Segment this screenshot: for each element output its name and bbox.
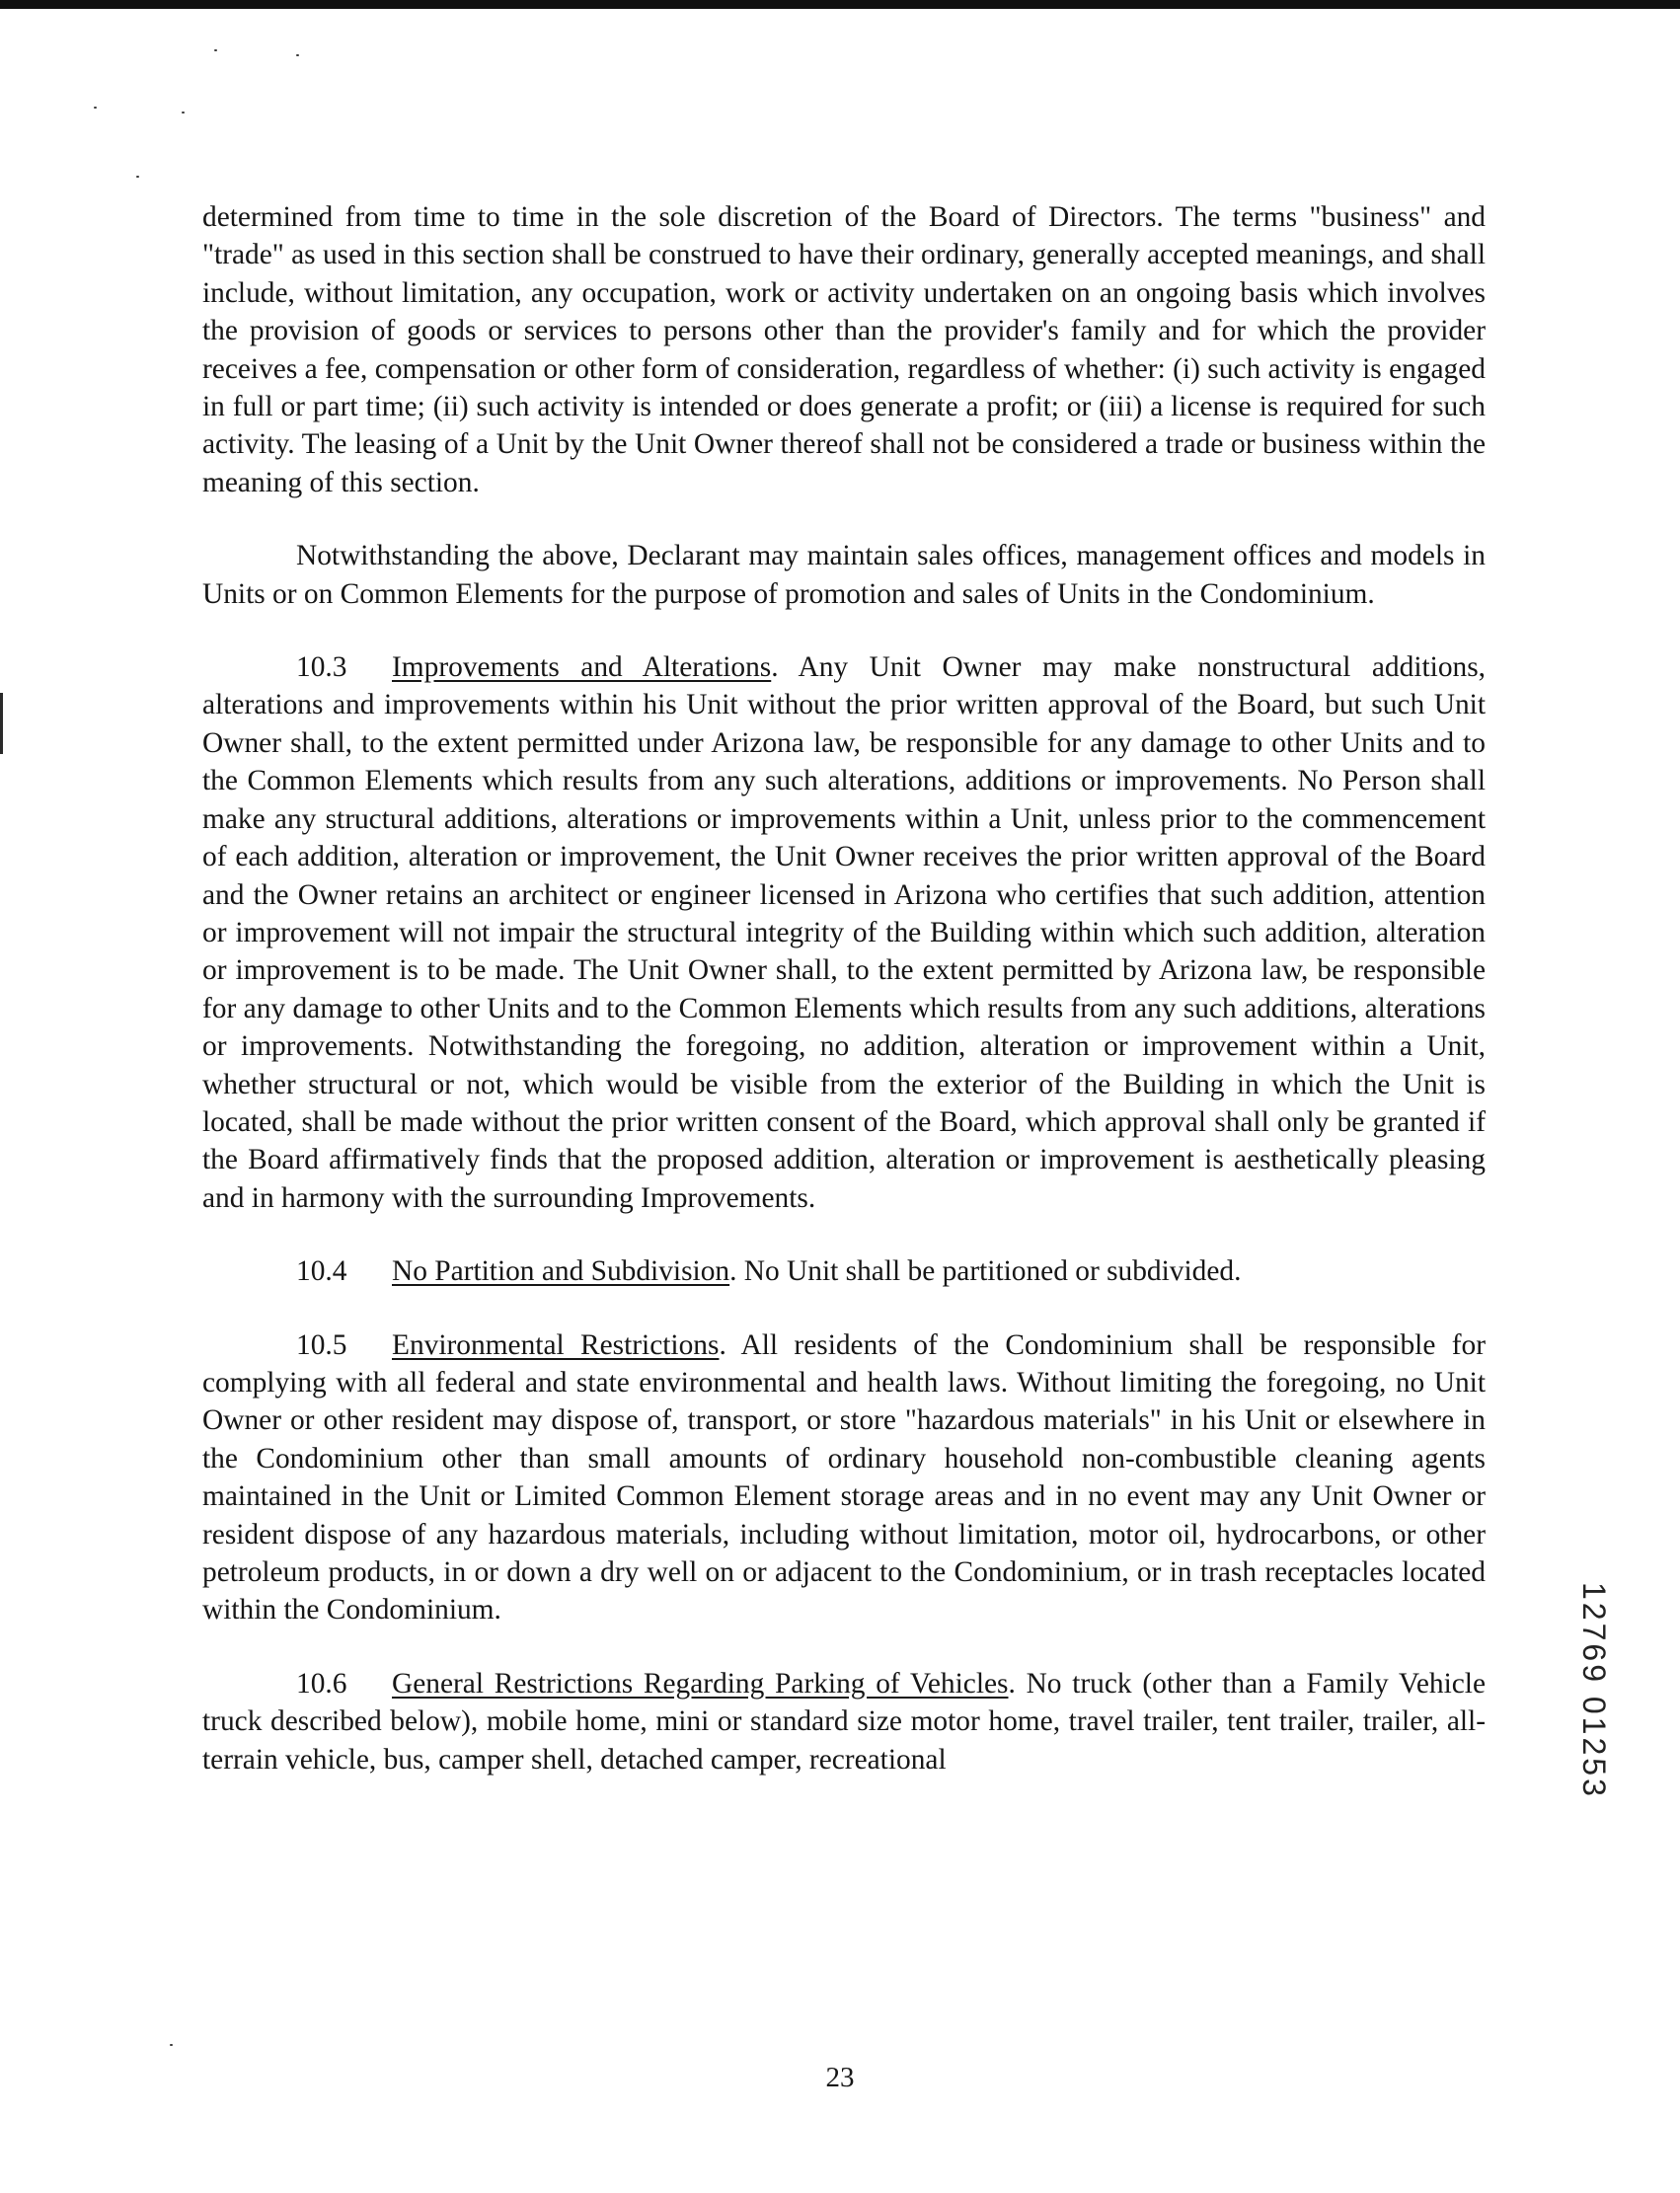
scan-speck bbox=[296, 54, 299, 56]
section-title: Improvements and Alterations bbox=[392, 651, 772, 684]
section-10-3 bbox=[202, 648, 1486, 1217]
paragraph-sales-offices: Notwithstanding the above, Declarant may maintain sales offices, management offices and models in Units or on Common Elements for the purpose of promotion and sales of Units in the Condominium. bbox=[202, 540, 1486, 610]
section-number: 10.6 bbox=[296, 1667, 347, 1700]
scan-left-margin-mark bbox=[0, 693, 3, 754]
section-number: 10.5 bbox=[296, 1328, 347, 1361]
scan-speck bbox=[170, 2044, 173, 2046]
scan-speck bbox=[182, 112, 185, 113]
section-10-6 bbox=[202, 1665, 1486, 1778]
section-body: . Any Unit Owner may make nonstructural additions, alterations and improvements within his Unit without the prior written approval of the Board, but such Unit Owner shall, to the extent permitted under Arizona law, be responsible for any damage to other Units and to the Common Elements which results from any such alterations, additions or improvements. No Person shall make any structural additions, alterations or improvements within a Unit, unless prior to the commencement of each addition, alteration or improvement, the Unit Owner receives the prior written approval of the Board and the Owner retains an architect or engineer licensed in Arizona who certifies that such addition, attention or improvement will not impair the structural integrity of the Building within which such addition, alteration or improvement is to be made. The Unit Owner shall, to the extent permitted by Arizona law, be responsible for any damage to other Units and to the Common Elements which results from any such additions, alterations or improvements. Notwithstanding the foregoing, no addition, alteration or improvement within a Unit, whether structural or not, which would be visible from the exterior of the Building in which the Unit is located, shall be made without the prior written consent of the Board, which approval shall only be granted if the Board affirmatively finds that the proposed addition, alteration or improvement is aesthetically pleasing and in harmony with the surrounding Improvements. bbox=[202, 651, 1486, 1214]
section-title: Environmental Restrictions bbox=[392, 1328, 720, 1361]
scan-speck bbox=[214, 49, 217, 51]
section-10-5 bbox=[202, 1326, 1486, 1629]
section-body: . No truck (other than a Family Vehicle truck described below), mobile home, mini or standard size motor home, travel trailer, tent trailer, trailer, all-terrain vehicle, bus, camper shell, detached camper, recreational bbox=[202, 1667, 1486, 1776]
page-number: 23 bbox=[825, 2062, 855, 2093]
scan-speck bbox=[136, 176, 139, 178]
section-10-4 bbox=[202, 1252, 1486, 1290]
recording-stamp bbox=[1575, 1582, 1654, 1863]
section-body: . No Unit shall be partitioned or subdivided. bbox=[729, 1255, 1242, 1288]
scan-speck bbox=[94, 107, 97, 109]
section-title: General Restrictions Regarding Parking of Vehicles bbox=[392, 1667, 1009, 1700]
section-title: No Partition and Subdivision bbox=[392, 1255, 730, 1288]
section-number: 10.4 bbox=[296, 1255, 347, 1288]
recording-stamp-number: 12769 01253 bbox=[1576, 1582, 1612, 1799]
document-body bbox=[202, 198, 1486, 1778]
section-body: . All residents of the Condominium shall be responsible for complying with all federal and state environmental and health laws. Without limiting the foregoing, no Unit Owner or other resident may dispose of, transport, or store "hazardous materials" in his Unit or elsewhere in the Condominium other than small amounts of ordinary household non-combustible cleaning agents maintained in the Unit or Limited Common Element storage areas and in no event may any Unit Owner or resident dispose of any hazardous materials, including without limitation, motor oil, hydrocarbons, or other petroleum products, in or down a dry well on or adjacent to the Condominium, or in trash receptacles located within the Condominium. bbox=[202, 1328, 1486, 1626]
section-number: 10.3 bbox=[296, 651, 347, 684]
scan-top-edge bbox=[0, 0, 1680, 9]
paragraph-business-trade-definition: determined from time to time in the sole discretion of the Board of Directors. The terms "business" and "trade" as used in this section shall be construed to have their ordinary, generally accepted meanings, and shall include, without limitation, any occupation, work or activity undertaken on an ongoing basis which involves the provision of goods or services to persons other than the provider's family and for which the provider receives a fee, compensation or other form of consideration, regardless of whether: (i) such activity is engaged in full or part time; (ii) such activity is intended or does generate a profit; or (iii) a license is required for such activity. The leasing of a Unit by the Unit Owner thereof shall not be considered a trade or business within the meaning of this section. bbox=[202, 201, 1486, 498]
